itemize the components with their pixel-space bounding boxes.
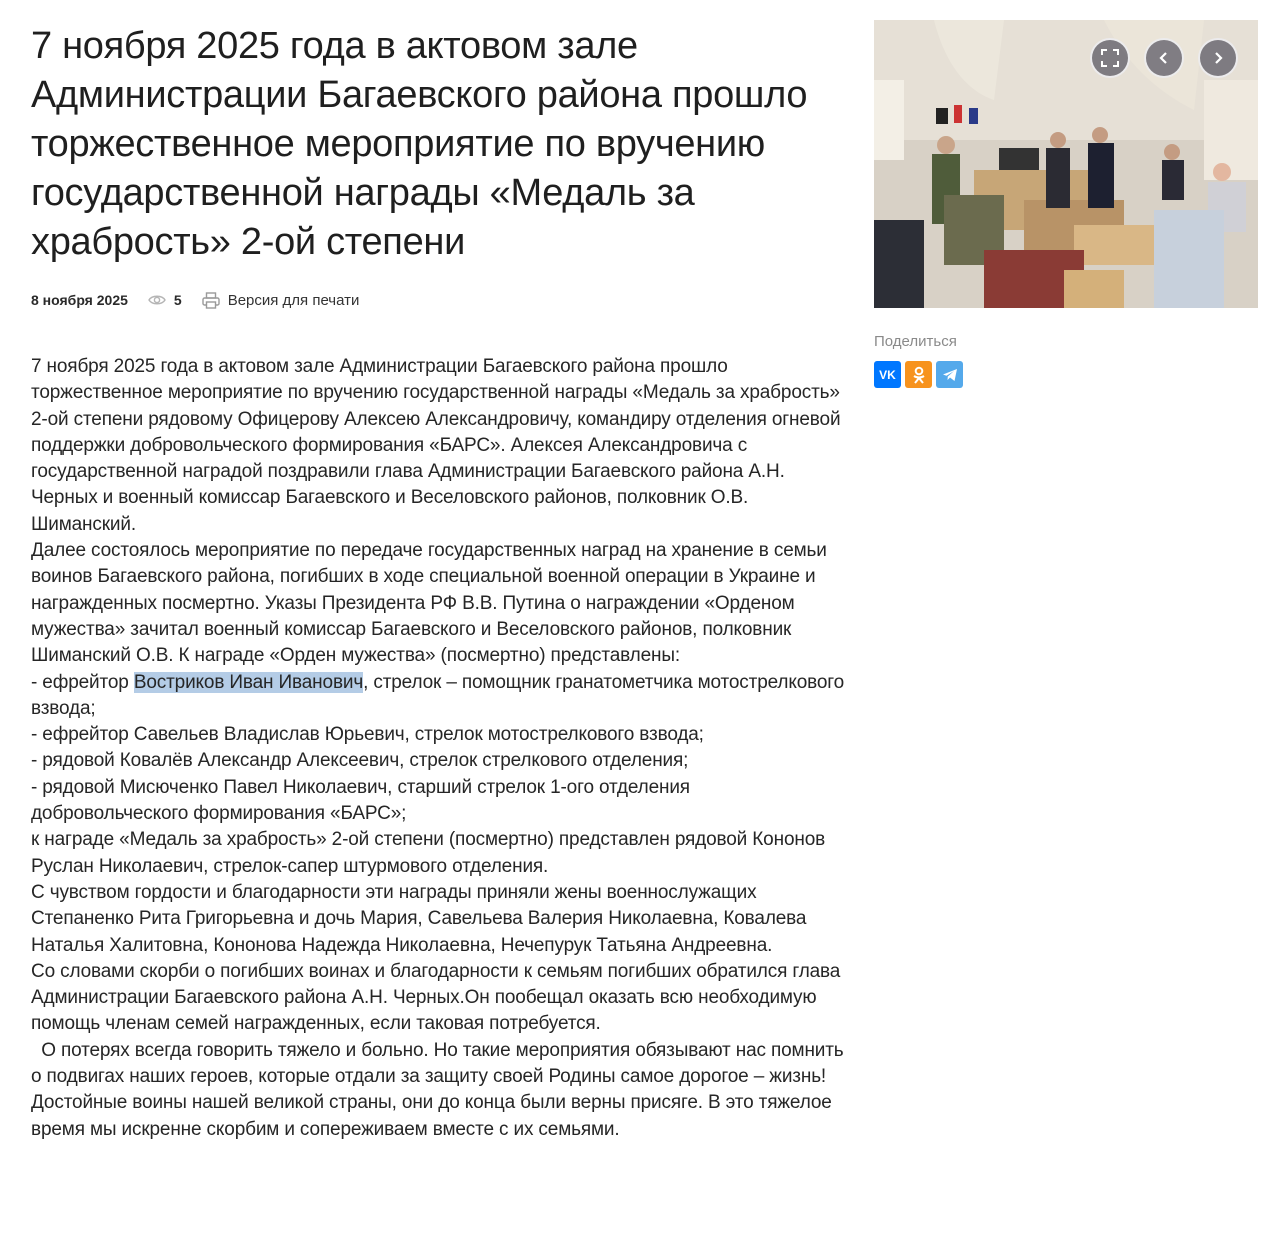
next-photo-button[interactable] <box>1198 38 1238 78</box>
views-counter <box>148 292 182 308</box>
list-prefix: - ефрейтор <box>31 671 134 693</box>
eye-icon <box>148 294 166 306</box>
views-count: 5 <box>173 292 182 308</box>
award-list-item: - ефрейтор Савельев Владислав Юрьевич, стрелок мотострелкового взвода; <box>31 724 704 746</box>
fullscreen-button[interactable] <box>1090 38 1130 78</box>
print-version-link[interactable] <box>202 292 360 309</box>
article-paragraph: 7 ноября 2025 года в актовом зале Администрации Багаевского района прошло торжественное мероприятие по вручению государственной награды «Медаль за храбрость» 2-ой степени рядовому Офицерову Алексею Александровичу, командиру отделения огневой поддержки добровольческого формирования «БАРС». Алексея Александровича с государственной наградой поздравили глава Администрации Багаевского района А.Н. Черных и военный комиссар Багаевского и Веселовского районов, полковник О.В. Шиманский. <box>31 356 841 535</box>
article-body <box>31 354 849 1143</box>
chevron-left-icon <box>1158 51 1170 65</box>
article-title: 7 ноября 2025 года в актовом зале Администрации Багаевского района прошло торжественное мероприятие по вручению государственной награды «Медаль за храбрость» 2-ой степени <box>31 25 808 263</box>
article-paragraph: Со словами скорби о погибших воинах и благодарности к семьям погибших обратился глава Администрации Багаевского района А.Н. Черных.Он пообещал оказать всю необходимую помощь членам семей награжденных, если таковая потребуется. <box>31 960 841 1035</box>
share-telegram-button[interactable] <box>936 361 963 388</box>
article-date: 8 ноября 2025 <box>31 292 128 308</box>
photo-gallery[interactable] <box>874 20 1258 308</box>
print-version-label: Версия для печати <box>227 291 360 309</box>
article-paragraph: С чувством гордости и благодарности эти награды приняли жены военнослужащих Степаненко Рита Григорьевна и дочь Мария, Савельева Валерия Николаевна, Ковалева Наталья Халитовна, Кононова Надежда Николаевна, Нечепурук Татьяна Андреевна. <box>31 881 807 956</box>
award-list-item: - рядовой Ковалёв Александр Алексеевич, стрелок стрелкового отделения; <box>31 750 689 772</box>
share-label: Поделиться <box>874 333 957 350</box>
highlighted-name: Востриков Иван Иванович <box>133 671 364 693</box>
article-main <box>31 22 849 1143</box>
printer-icon <box>202 292 220 309</box>
award-list-item <box>31 670 846 723</box>
fullscreen-icon <box>1101 49 1119 67</box>
article-paragraph: к награде «Медаль за храбрость» 2-ой степени (посмертно) представлен рядовой Кононов Руслан Николаевич, стрелок-сапер штурмового отделения. <box>31 829 826 877</box>
award-list-item: - рядовой Мисюченко Павел Николаевич, старший стрелок 1-ого отделения добровольческого формирования «БАРС»; <box>31 776 690 825</box>
vk-icon: VK <box>879 367 896 382</box>
article-paragraph: Далее состоялось мероприятие по передаче государственных наград на хранение в семьи воинов Багаевского района, погибших в ходе специальной военной операции в Украине и награжденных посмертно. Указы Президента РФ В.В. Путина о награждении «Орденом мужества» зачитал военный комиссар Багаевского и Веселовского районов, полковник Шиманский О.В. К награде «Орден мужества» (посмертно) представлены: <box>31 540 827 667</box>
article-meta <box>31 290 846 310</box>
odnoklassniki-icon <box>912 366 926 384</box>
share-buttons <box>874 361 1258 388</box>
telegram-icon <box>942 368 958 382</box>
sidebar <box>874 20 1258 388</box>
share-ok-button[interactable] <box>905 361 932 388</box>
share-vk-button[interactable] <box>874 361 901 388</box>
article-paragraph: О потерях всегда говорить тяжело и больно. Но такие мероприятия обязывают нас помнить о подвигах наших героев, которые отдали за защиту своей Родины самое дорогое – жизнь! Достойные воины нашей великой страны, они до конца были верны присяге. В это тяжелое время мы искренне скорбим и сопереживаем вместе с их семьями. <box>31 1039 849 1140</box>
list-suffix: , стрелок – помощник гранатометчика мотострелкового взвода; <box>31 671 845 719</box>
chevron-right-icon <box>1212 51 1224 65</box>
prev-photo-button[interactable] <box>1144 38 1184 78</box>
